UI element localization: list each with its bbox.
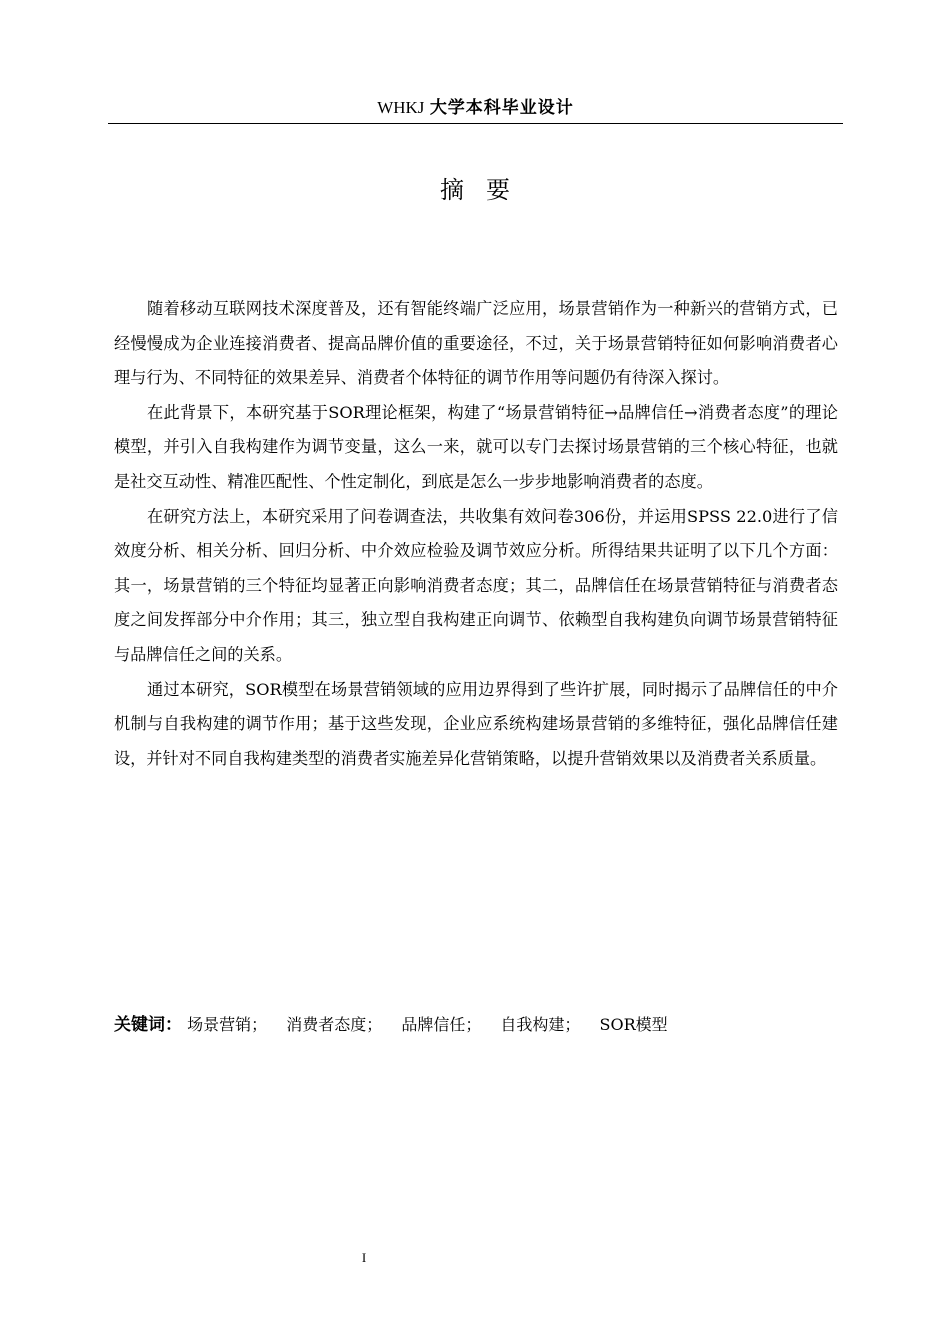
keyword-item: 品牌信任； [401, 1015, 482, 1034]
keyword-item: 场景营销； [187, 1015, 268, 1034]
header-title: 大学本科毕业设计 [429, 98, 574, 118]
paragraph-3: 在研究方法上，本研究采用了问卷调查法，共收集有效问卷306份，并运用SPSS 22.0进行了信效度分析、相关分析、回归分析、中介效应检验及调节效应分析。所得结果共证明了以下几个方面：其一，场景营销的三个特征均显著正向影响消费者态度；其二，品牌信任在场景营销特征与消费者态度之间发挥部分中介作用；其三，独立型自我构建正向调节、依赖型自我构建负向调节场景营销特征与品牌信任之间的关系。 [114, 506, 838, 664]
keyword-item: 消费者态度； [286, 1015, 383, 1034]
keyword-item: 自我构建； [500, 1015, 581, 1034]
keywords-line [114, 1010, 838, 1040]
paragraph-2: 在此背景下，本研究基于SOR理论框架，构建了“场景营销特征→品牌信任→消费者态度”的理论模型，并引入自我构建作为调节变量，这么一来，就可以专门去探讨场景营销的三个核心特征，也就是社交互动性、精准匹配性、个性定制化，到底是怎么一步步地影响消费者的态度。 [114, 402, 838, 491]
paragraph-4: 通过本研究，SOR模型在场景营销领域的应用边界得到了些许扩展，同时揭示了品牌信任的中介机制与自我构建的调节作用；基于这些发现，企业应系统构建场景营销的多维特征，强化品牌信任建设，并针对不同自我构建类型的消费者实施差异化营销策略，以提升营销效果以及消费者关系质量。 [114, 679, 838, 768]
keyword-item: SOR模型 [599, 1015, 668, 1034]
abstract-body [114, 292, 838, 776]
page-number: I [361, 1250, 367, 1265]
keywords-label: 关键词： [114, 1015, 182, 1035]
abstract-title: 摘要 [440, 176, 532, 204]
header-prefix: WHKJ [377, 98, 425, 117]
paragraph-1: 随着移动互联网技术深度普及，还有智能终端广泛应用，场景营销作为一种新兴的营销方式，已经慢慢成为企业连接消费者、提高品牌价值的重要途径，不过，关于场景营销特征如何影响消费者心理与行为、不同特征的效果差异、消费者个体特征的调节作用等问题仍有待深入探讨。 [114, 299, 838, 388]
page-header [108, 94, 843, 124]
